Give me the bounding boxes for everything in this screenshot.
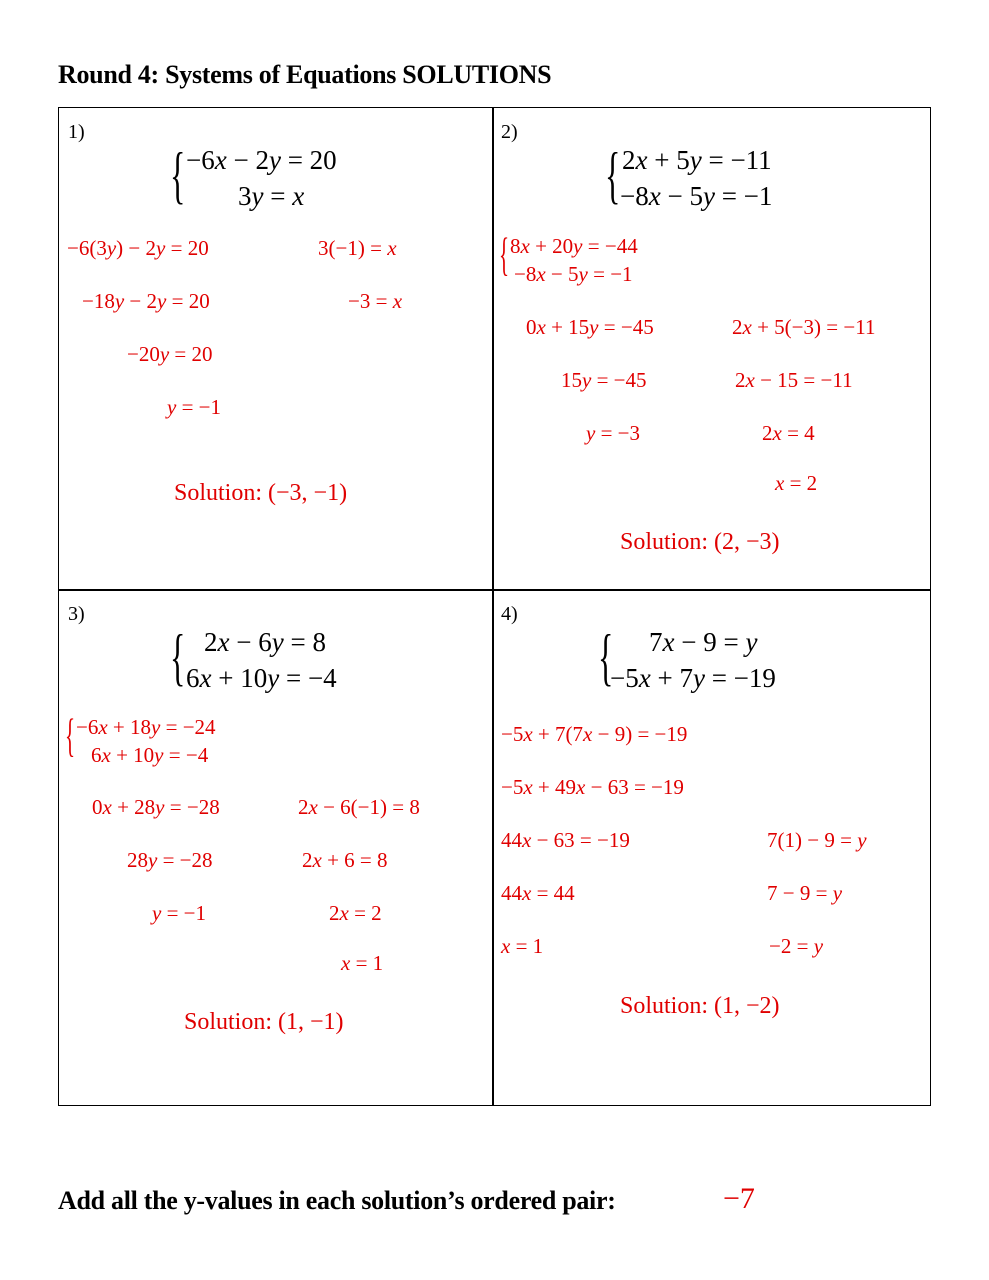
brace-icon: { [605, 138, 621, 211]
work-step: 44x − 63 = −19 [501, 828, 630, 852]
brace-icon: { [598, 620, 614, 693]
work-step: −2 = y [769, 934, 824, 958]
problem-1-solution: Solution: (−3, −1) [174, 480, 348, 506]
problem-3-equation-1: 2x − 6y = 8 [204, 627, 326, 657]
work-step: y = −3 [586, 421, 641, 445]
work-step: −18y − 2y = 20 [82, 289, 210, 313]
problem-2-equation-1: 2x + 5y = −11 [622, 145, 772, 175]
work-step: −5x + 49x − 63 = −19 [501, 775, 684, 799]
problem-1-number: 1) [68, 121, 85, 143]
problem-1-equation-1: −6x − 2y = 20 [186, 145, 337, 175]
work-step: 44x = 44 [501, 881, 575, 905]
problem-3-equation-2: 6x + 10y = −4 [186, 663, 337, 693]
work-step: 2x − 6(−1) = 8 [298, 795, 420, 819]
brace-icon: { [499, 229, 510, 282]
problem-3-solution: Solution: (1, −1) [184, 1009, 344, 1035]
work-step: x = 1 [341, 951, 384, 975]
work-step: 15y = −45 [561, 368, 647, 392]
work-step: 8x + 20y = −44 [510, 234, 638, 258]
problem-4-equation-1: 7x − 9 = y [649, 627, 758, 657]
work-step: 7 − 9 = y [767, 881, 843, 905]
work-step: −5x + 7(7x − 9) = −19 [501, 722, 688, 746]
final-answer: −7 [723, 1182, 755, 1215]
work-step: −3 = x [348, 289, 403, 313]
work-step: x = 2 [775, 471, 818, 495]
brace-icon: { [170, 138, 186, 211]
grid-divider-vertical [492, 107, 494, 1106]
work-step: 2x = 2 [329, 901, 382, 925]
problem-4-number: 4) [501, 603, 518, 625]
problem-2-solution: Solution: (2, −3) [620, 529, 780, 555]
problem-3-number: 3) [68, 603, 85, 625]
work-step: 6x + 10y = −4 [91, 743, 209, 767]
work-step: −8x − 5y = −1 [514, 262, 633, 286]
problem-2-number: 2) [501, 121, 518, 143]
work-step: −20y = 20 [127, 342, 213, 366]
work-step: 3(−1) = x [318, 236, 397, 260]
work-step: 2x = 4 [762, 421, 815, 445]
work-step: 0x + 15y = −45 [526, 315, 654, 339]
brace-icon: { [170, 620, 186, 693]
work-step: 0x + 28y = −28 [92, 795, 220, 819]
work-step: 2x + 5(−3) = −11 [732, 315, 876, 339]
problem-4-equation-2: −5x + 7y = −19 [610, 663, 776, 693]
work-step: y = −1 [152, 901, 207, 925]
work-step: 2x − 15 = −11 [735, 368, 853, 392]
work-step: 28y = −28 [127, 848, 213, 872]
grid-divider-horizontal [58, 589, 931, 591]
problem-4-solution: Solution: (1, −2) [620, 993, 780, 1019]
footer-prompt: Add all the y-values in each solution’s ordered pair: [58, 1186, 616, 1215]
problem-1-equation-2: 3y = x [238, 181, 305, 211]
work-step: −6(3y) − 2y = 20 [67, 236, 209, 260]
work-step: y = −1 [167, 395, 222, 419]
page-title: Round 4: Systems of Equations SOLUTIONS [58, 60, 552, 89]
brace-icon: { [65, 710, 76, 763]
work-step: 2x + 6 = 8 [302, 848, 388, 872]
work-step: x = 1 [501, 934, 544, 958]
problem-2-equation-2: −8x − 5y = −1 [620, 181, 773, 211]
work-step: −6x + 18y = −24 [76, 715, 216, 739]
work-step: 7(1) − 9 = y [767, 828, 867, 852]
